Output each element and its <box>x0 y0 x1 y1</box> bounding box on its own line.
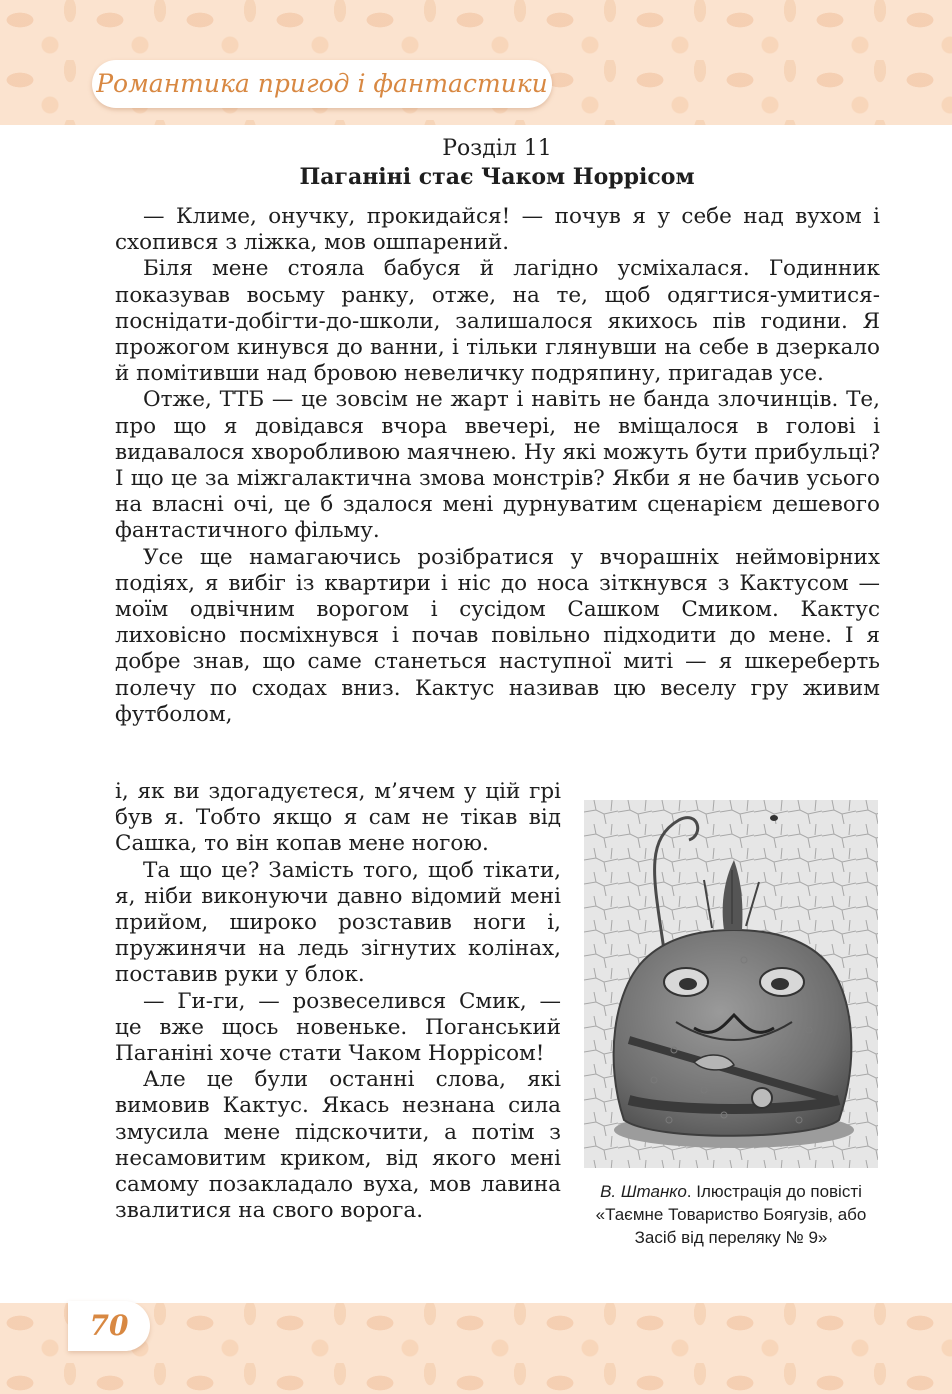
paragraph-continuation: і, як ви здогадуєтеся, м’ячем у цій грі був я. Тобто якщо я сам не тікав від Сашка, то він копав мене ногою. <box>115 779 561 857</box>
page-number: 70 <box>89 1309 129 1342</box>
caption-text: . Ілюстрація до повісті «Таємне Товариство Боягузів, або Засіб від переляку № 9» <box>595 1182 867 1247</box>
caption-artist: В. Штанко <box>600 1182 687 1201</box>
paragraph: — Климе, онучку, прокидайся! — почув я у себе над вухом і схопився з ліжка, мов ошпарений. <box>115 204 880 256</box>
section-tab <box>92 60 552 108</box>
paragraph: Та що це? Замість того, щоб тікати, я, ніби виконуючи давно відомий мені прийом, широко розставив ноги і, пружинячи на ледь зігнутих колінах, поставив руки у блок. <box>115 857 561 988</box>
paragraph: Усе ще намагаючись розібратися у вчорашніх неймовірних подіях, я вибіг із квартири і ніс до носа зіткнувся з Кактусом — моїм одвічним ворогом і сусідом Сашком Смиком. Кактус лиховісно посміхнувся і почав повільно підходити до мене. І я добре знав, що саме станеться наступної миті — я шкереберть полечу по сходах вниз. Кактус називав цю веселу гру живим футболом, <box>115 544 880 727</box>
paragraph: — Ги-ги, — розвеселився Смик, — це вже щось новеньке. Поганський Паганіні хоче стати Чаком Норрісом! <box>115 988 561 1067</box>
page-number-tab <box>68 1301 150 1351</box>
toad-creature-illustration <box>584 800 878 1168</box>
paragraph: Але це були останні слова, які вимовив Кактус. Якась незнана сила змусила мене підскочити, а потім з несамовитим криком, від якого мені самому позакладало вуха, мов лавина звалитися на свого ворога. <box>115 1067 561 1224</box>
illustration-caption <box>584 1180 878 1249</box>
paragraph: Біля мене стояла бабуся й лагідно усміхалася. Годинник показував восьму ранку, отже, на те, щоб одягтися-умитися-поснідати-добігти-до-школи, залишалося якихось пів години. Я прожогом кинувся до ванни, і тільки глянувши на себе в дзеркало й помітивши над бровою невеличку подряпину, пригадав усе. <box>115 256 880 387</box>
chapter-title: Паганіні стає Чаком Норрісом <box>299 164 695 190</box>
chapter-number: Розділ 11 <box>442 136 552 161</box>
body-text-full-width <box>115 204 880 728</box>
body-text-beside-illustration <box>115 779 561 1224</box>
paragraph: Отже, ТТБ — це зовсім не жарт і навіть не банда злочинців. Те, про що я довідався вчора ввечері, не вміщалося в голові і видавалося хворобливою маячнею. Ну які можуть бути прибульці? І що це за міжгалактична змова монстрів? Якби я не бачив усього на власні очі, це б здалося мені дурнуватим сценарієм дешевого фантастичного фільму. <box>115 387 880 544</box>
section-title: Романтика пригод і фантастики <box>96 69 548 98</box>
